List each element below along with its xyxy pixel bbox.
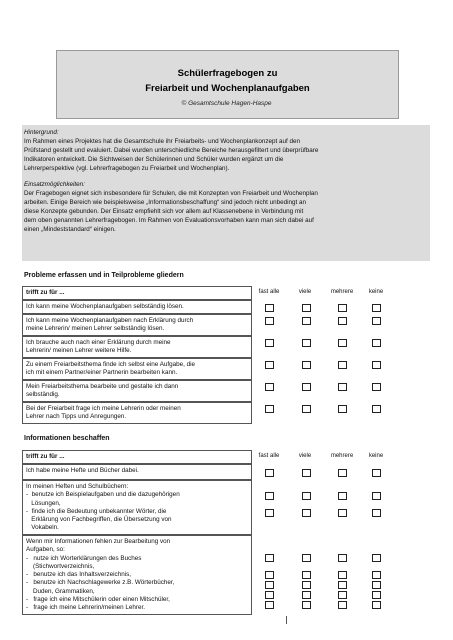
checkbox-fast-alle[interactable] <box>265 469 274 477</box>
question-text: meine Lehrerin/ meinen Lehrer selbständig lösen. <box>26 325 165 333</box>
checkbox-keine[interactable] <box>372 591 381 599</box>
checkbox-viele[interactable] <box>302 571 311 579</box>
checkbox-keine[interactable] <box>372 509 381 517</box>
question-text: Zu einem Freiarbeitsthema finde ich selbst eine Aufgabe, die <box>26 361 196 368</box>
checkbox-fast-alle[interactable] <box>265 581 274 589</box>
checkbox-mehrere[interactable] <box>338 601 347 609</box>
question-text: selbständig. <box>26 391 60 399</box>
hintergrund-line: Lehrerperspektive (vgl. Lehrerfragebogen zu Freiarbeit und Wochenplan). <box>24 165 230 172</box>
document-title: Schülerfragebogen zu <box>177 68 278 79</box>
checkbox-fast-alle[interactable] <box>265 361 274 369</box>
column-fast-alle: fast alle <box>258 453 280 459</box>
table-row <box>22 480 430 535</box>
checkbox-viele[interactable] <box>302 317 311 325</box>
column-keine: keine <box>368 453 384 459</box>
checkbox-viele[interactable] <box>302 361 311 369</box>
question-text: - benutze ich das Inhaltsverzeichnis, <box>26 571 132 579</box>
checkbox-keine[interactable] <box>372 492 381 500</box>
question-cell <box>22 336 252 358</box>
checkbox-fast-alle[interactable] <box>265 405 274 413</box>
hintergrund-heading: Hintergrund: <box>24 129 59 136</box>
checkbox-fast-alle[interactable] <box>265 571 274 579</box>
checkbox-fast-alle[interactable] <box>265 591 274 599</box>
table-row <box>22 464 430 480</box>
question-text: Lehrer nach Tipps und Anregungen. <box>26 413 127 421</box>
hintergrund-line: Im Rahmen eines Projektes hat die Gesamtschule ihr Freiarbeits- und Wochenplankonzept auf den <box>24 138 301 145</box>
einsatz-line: Der Fragebogen eignet sich insbesondere für Schulen, die mit Konzepten von Freiarbeit und Wochenplan <box>24 190 318 197</box>
question-text: Lösungen, <box>26 499 61 507</box>
checkbox-mehrere[interactable] <box>338 591 347 599</box>
checkbox-mehrere[interactable] <box>338 339 347 347</box>
column-viele: viele <box>298 453 312 459</box>
question-text: Ich brauche auch nach einer Erklärung durch meine <box>26 339 171 346</box>
column-fast-alle: fast alle <box>258 289 280 295</box>
hintergrund-line: Indikatoren entwickelt. Die Sichtweisen der Schülerinnen und Schüler wurden ergänzt um die <box>24 156 284 163</box>
checkbox-mehrere[interactable] <box>338 361 347 369</box>
question-text: Duden, Grammatiken, <box>26 587 95 595</box>
einsatz-heading: Einsatzmöglichkeiten: <box>24 181 85 188</box>
checkbox-viele[interactable] <box>302 304 311 312</box>
checkbox-mehrere[interactable] <box>338 469 347 477</box>
checkbox-keine[interactable] <box>372 601 381 609</box>
checkbox-keine[interactable] <box>372 554 381 562</box>
question-text: Ich kann meine Wochenplanaufgaben selbständig lösen. <box>26 303 184 310</box>
question-cell <box>22 402 252 424</box>
checkbox-keine[interactable] <box>372 405 381 413</box>
checkbox-viele[interactable] <box>302 601 311 609</box>
checkbox-mehrere[interactable] <box>338 383 347 391</box>
checkbox-fast-alle[interactable] <box>265 304 274 312</box>
checkbox-fast-alle[interactable] <box>265 509 274 517</box>
checkbox-keine[interactable] <box>372 304 381 312</box>
checkbox-mehrere[interactable] <box>338 405 347 413</box>
table-row <box>22 300 430 314</box>
einsatz-line: arbeiten. Einige Bereich wie beispielsweise „Informationsbeschaffung“ sind jedoch nicht unbedingt an <box>24 199 307 206</box>
question-text: Aufgaben, so: <box>26 546 65 554</box>
checkbox-viele[interactable] <box>302 591 311 599</box>
checkbox-mehrere[interactable] <box>338 492 347 500</box>
question-cell <box>22 380 252 402</box>
question-text: - frage ich meine Lehrerin/meinen Lehrer. <box>26 604 146 612</box>
page-mark <box>286 616 287 624</box>
table-header-row <box>22 450 430 464</box>
table-row <box>22 402 430 424</box>
checkbox-fast-alle[interactable] <box>265 339 274 347</box>
section-title-informationen: Informationen beschaffen <box>24 435 110 442</box>
column-keine: keine <box>368 289 384 295</box>
checkbox-fast-alle[interactable] <box>265 601 274 609</box>
question-text: - nutze ich Worterklärungen des Buches <box>26 554 142 562</box>
table-row <box>22 380 430 402</box>
column-viele: viele <box>298 289 312 295</box>
checkbox-viele[interactable] <box>302 339 311 347</box>
document-subtitle: Freiarbeit und Wochenplanaufgaben <box>145 83 310 94</box>
question-text: (Stichwortverzeichnis, <box>26 562 95 570</box>
einsatz-line: diese Konzepte gebunden. Der Einsatz empfiehlt sich vor allem auf Klassenebene in Verbindung mit <box>24 208 304 215</box>
copyright-note: © Gesamtschule Hagen-Haspe <box>181 100 272 107</box>
question-cell <box>22 314 252 336</box>
checkbox-keine[interactable] <box>372 383 381 391</box>
question-text: Erklärung von Fachbegriffen, die Übersetzung von <box>26 516 172 524</box>
checkbox-mehrere[interactable] <box>338 509 347 517</box>
checkbox-fast-alle[interactable] <box>265 554 274 562</box>
table-row <box>22 336 430 358</box>
checkbox-keine[interactable] <box>372 469 381 477</box>
checkbox-mehrere[interactable] <box>338 304 347 312</box>
question-text: - finde ich die Bedeutung unbekannter Wörter, die <box>26 507 167 515</box>
checkbox-keine[interactable] <box>372 339 381 347</box>
einsatz-line: einen „Mindeststandard“ einigen. <box>24 226 116 233</box>
checkbox-mehrere[interactable] <box>338 581 347 589</box>
question-cell <box>22 300 252 314</box>
question-text: Bei der Freiarbeit frage ich meine Lehrerin oder meinen <box>26 405 181 412</box>
checkbox-viele[interactable] <box>302 492 311 500</box>
checkbox-keine[interactable] <box>372 317 381 325</box>
table-row <box>22 314 430 336</box>
column-mehrere: mehrere <box>330 453 354 459</box>
section-title-probleme: Probleme erfassen und in Teilprobleme gliedern <box>24 272 184 279</box>
checkbox-viele[interactable] <box>302 554 311 562</box>
checkbox-mehrere[interactable] <box>338 571 347 579</box>
title-box <box>56 50 399 119</box>
checkbox-viele[interactable] <box>302 383 311 391</box>
checkbox-keine[interactable] <box>372 571 381 579</box>
header-cell: trifft zu für ... <box>22 286 252 300</box>
question-text: Ich habe meine Hefte und Bücher dabei. <box>26 467 139 474</box>
question-text: In meinen Heften und Schulbüchern: <box>26 483 129 490</box>
question-text: - frage ich eine Mitschülerin oder einen Mitschüler, <box>26 596 170 604</box>
question-text: Lehrerin/ meinen Lehrer weitere Hilfe. <box>26 347 132 355</box>
einsatz-text <box>24 189 428 234</box>
table-row <box>22 535 430 615</box>
checkbox-mehrere[interactable] <box>338 317 347 325</box>
checkbox-keine[interactable] <box>372 361 381 369</box>
question-text: Wenn mir Informationen fehlen zur Bearbeitung von <box>26 538 171 545</box>
checkbox-fast-alle[interactable] <box>265 492 274 500</box>
question-text: ich mit einem Partner/einer Partnerin bearbeiten kann. <box>26 369 178 377</box>
question-cell <box>22 464 252 480</box>
checkbox-keine[interactable] <box>372 581 381 589</box>
question-cell <box>22 535 252 615</box>
checkbox-fast-alle[interactable] <box>265 317 274 325</box>
checkbox-viele[interactable] <box>302 469 311 477</box>
header-cell: trifft zu für ... <box>22 450 252 464</box>
question-text: - benutze ich Beispielaufgaben und die dazugehörigen <box>26 491 180 499</box>
checkbox-mehrere[interactable] <box>338 554 347 562</box>
question-text: Mein Freiarbeitsthema bearbeite und gestalte ich dann <box>26 383 179 390</box>
question-cell <box>22 480 252 535</box>
table-row <box>22 358 430 380</box>
question-text: Ich kann meine Wochenplanaufgaben nach Erklärung durch <box>26 317 194 324</box>
question-cell <box>22 358 252 380</box>
hintergrund-line: Prüfstand gestellt und evaluiert. Dabei wurden unterschiedliche Bereiche herausgefiltert und überprüfbare <box>24 147 319 154</box>
checkbox-viele[interactable] <box>302 581 311 589</box>
table-header-row <box>22 286 430 300</box>
checkbox-fast-alle[interactable] <box>265 383 274 391</box>
question-text: - benutze ich Nachschlagewerke z.B. Wörterbücher, <box>26 579 175 587</box>
question-text: Vokabeln. <box>26 524 59 532</box>
column-mehrere: mehrere <box>330 289 354 295</box>
checkbox-viele[interactable] <box>302 509 311 517</box>
hintergrund-text <box>24 137 428 173</box>
einsatz-line: dem oben genannten Lehrerfragebogen. Im Rahmen von Evaluationsvorhaben kann man sich dabei auf <box>24 217 314 224</box>
checkbox-viele[interactable] <box>302 405 311 413</box>
